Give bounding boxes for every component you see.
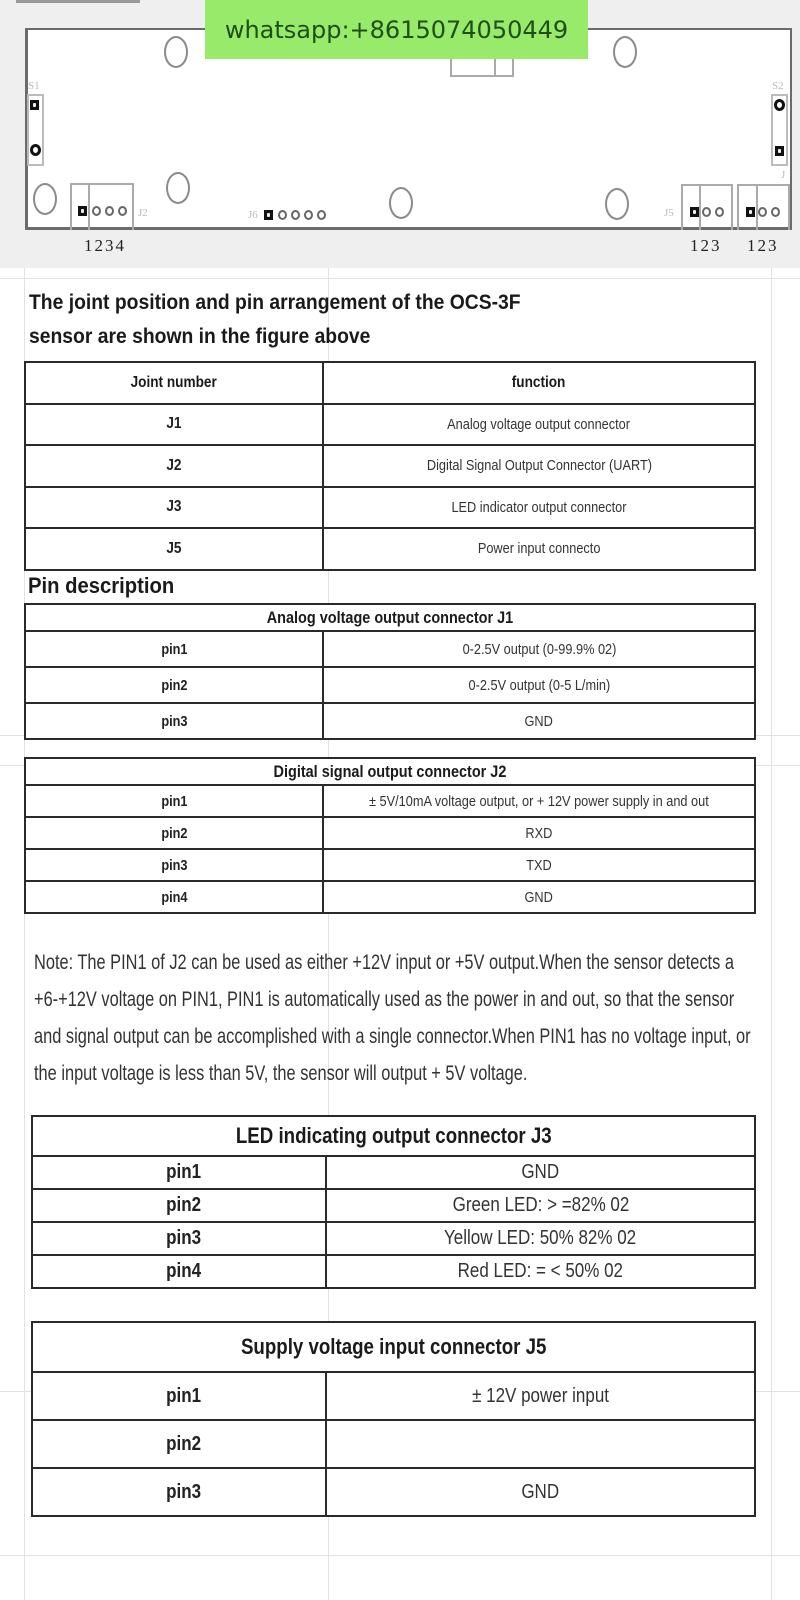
square-pad (690, 207, 699, 217)
j2-pin-numbers: 1234 (84, 236, 126, 255)
round-pad (30, 144, 41, 156)
round-pad (715, 207, 724, 217)
pin-description-cell: GND (326, 1156, 755, 1189)
square-pad (775, 146, 784, 156)
pin-description-cell: GND (326, 1468, 755, 1516)
joint-cell: J2 (25, 445, 323, 487)
j2-pin-table (24, 757, 756, 914)
pin-cell: pin2 (32, 1189, 326, 1222)
silk-label-j2: J2 (138, 207, 148, 219)
j3-pin-table (31, 1115, 756, 1289)
pin-description-cell (326, 1420, 755, 1468)
function-cell: Digital Signal Output Connector (UART) (323, 445, 755, 487)
table-title-row (32, 1116, 755, 1156)
table-row (25, 667, 755, 703)
pin-description-cell: Green LED: > =82% 02 (326, 1189, 755, 1222)
joint-cell: J1 (25, 404, 323, 446)
mounting-hole (605, 188, 629, 220)
function-cell: Analog voltage output connector (323, 404, 755, 446)
table-row (25, 631, 755, 667)
page-title (29, 286, 521, 354)
j5-pin-table (31, 1321, 756, 1517)
square-pad (264, 210, 273, 220)
function-cell: Power input connecto (323, 528, 755, 570)
joint-cell: J5 (25, 528, 323, 570)
note-line: Note: The PIN1 of J2 can be used as either +12V input or +5V output.When the sensor detects a (34, 951, 734, 974)
pin-cell: pin1 (25, 631, 323, 667)
silk-label-s1: S1 (28, 80, 40, 92)
table-header-row (25, 362, 755, 404)
joint-function-table (24, 361, 756, 571)
mounting-hole (33, 183, 57, 215)
round-pad (758, 207, 767, 217)
table-row (25, 785, 755, 817)
page-title-line-1: The joint position and pin arrangement of the OCS-3F (29, 291, 521, 314)
table-title-row (25, 604, 755, 631)
table-title-row (25, 758, 755, 785)
note-line: +6-+12V voltage on PIN1, PIN1 is automatically used as the power in and out, so that the sensor (34, 988, 735, 1011)
pin-cell: pin3 (25, 703, 323, 739)
square-pad (746, 207, 755, 217)
column-header-joint-number: Joint number (25, 362, 323, 404)
round-pad (118, 206, 127, 216)
round-pad (291, 210, 300, 220)
table-row (32, 1222, 755, 1255)
table-title: Digital signal output connector J2 (25, 758, 755, 785)
j1-pin-table (24, 603, 756, 740)
pin-cell: pin3 (25, 849, 323, 881)
diagram-edge (16, 0, 140, 3)
table-row (32, 1255, 755, 1288)
pin-cell: pin1 (25, 785, 323, 817)
round-pad (317, 210, 326, 220)
pin-cell: pin2 (25, 667, 323, 703)
silk-label-j6: J6 (248, 209, 258, 221)
pin-description-cell: GND (323, 703, 755, 739)
whatsapp-watermark: whatsapp:+8615074050449 (205, 0, 588, 59)
note-line: and signal output can be accomplished with a single connector.When PIN1 has no voltage input, or (34, 1025, 751, 1048)
pin-description-cell: 0-2.5V output (0-99.9% 02) (323, 631, 755, 667)
round-pad (702, 207, 711, 217)
silk-label-j: J (781, 169, 786, 181)
pin-cell: pin2 (32, 1420, 326, 1468)
pin-description-cell: ± 5V/10mA voltage output, or + 12V power supply in and out (323, 785, 755, 817)
table-row (25, 445, 755, 487)
pin-description-cell: ± 12V power input (326, 1372, 755, 1420)
column-header-function: function (323, 362, 755, 404)
table-row (32, 1189, 755, 1222)
pin-cell: pin1 (32, 1156, 326, 1189)
pin-cell: pin1 (32, 1372, 326, 1420)
table-row (32, 1372, 755, 1420)
pin-description-cell: 0-2.5V output (0-5 L/min) (323, 667, 755, 703)
mounting-hole (166, 172, 190, 204)
grid-line (0, 1555, 800, 1556)
pin-cell: pin4 (32, 1255, 326, 1288)
pcb-diagram (0, 0, 800, 268)
table-row (25, 487, 755, 529)
pin-description-cell: Red LED: = < 50% 02 (326, 1255, 755, 1288)
round-pad (105, 206, 114, 216)
function-cell: LED indicator output connector (323, 487, 755, 529)
grid-line (0, 278, 800, 279)
pin-description-cell: RXD (323, 817, 755, 849)
table-title-row (32, 1322, 755, 1372)
table-row (25, 881, 755, 913)
pin-cell: pin3 (32, 1468, 326, 1516)
table-title: LED indicating output connector J3 (32, 1116, 755, 1156)
mounting-hole (613, 36, 637, 68)
pin-cell: pin3 (32, 1222, 326, 1255)
silk-label-s2: S2 (772, 80, 784, 92)
pin-description-cell: GND (323, 881, 755, 913)
silk-label-j5: J5 (664, 207, 674, 219)
table-row (25, 849, 755, 881)
table-row (32, 1468, 755, 1516)
table-row (25, 703, 755, 739)
table-row (32, 1420, 755, 1468)
pin-cell: pin4 (25, 881, 323, 913)
table-row (25, 817, 755, 849)
table-title: Supply voltage input connector J5 (32, 1322, 755, 1372)
grid-line (771, 268, 772, 1600)
j5-pin-numbers: 123 (690, 236, 722, 255)
j1-pin-numbers: 123 (747, 236, 779, 255)
round-pad (278, 210, 287, 220)
mounting-hole (389, 187, 413, 219)
page-title-line-2: sensor are shown in the figure above (29, 325, 371, 348)
round-pad (771, 207, 780, 217)
grid-line (24, 928, 25, 1008)
joint-cell: J3 (25, 487, 323, 529)
pin-cell: pin2 (25, 817, 323, 849)
table-row (25, 528, 755, 570)
square-pad (30, 100, 39, 110)
table-row (25, 404, 755, 446)
mounting-hole (164, 36, 188, 68)
pin-description-heading: Pin description (28, 573, 175, 598)
round-pad (774, 99, 785, 111)
round-pad (304, 210, 313, 220)
note-paragraph (34, 944, 800, 1092)
note-line: the input voltage is less than 5V, the sensor will output + 5V voltage. (34, 1062, 528, 1085)
pin-description-cell: Yellow LED: 50% 82% 02 (326, 1222, 755, 1255)
table-title: Analog voltage output connector J1 (25, 604, 755, 631)
round-pad (92, 206, 101, 216)
table-row (32, 1156, 755, 1189)
square-pad (78, 206, 87, 216)
pin-description-cell: TXD (323, 849, 755, 881)
